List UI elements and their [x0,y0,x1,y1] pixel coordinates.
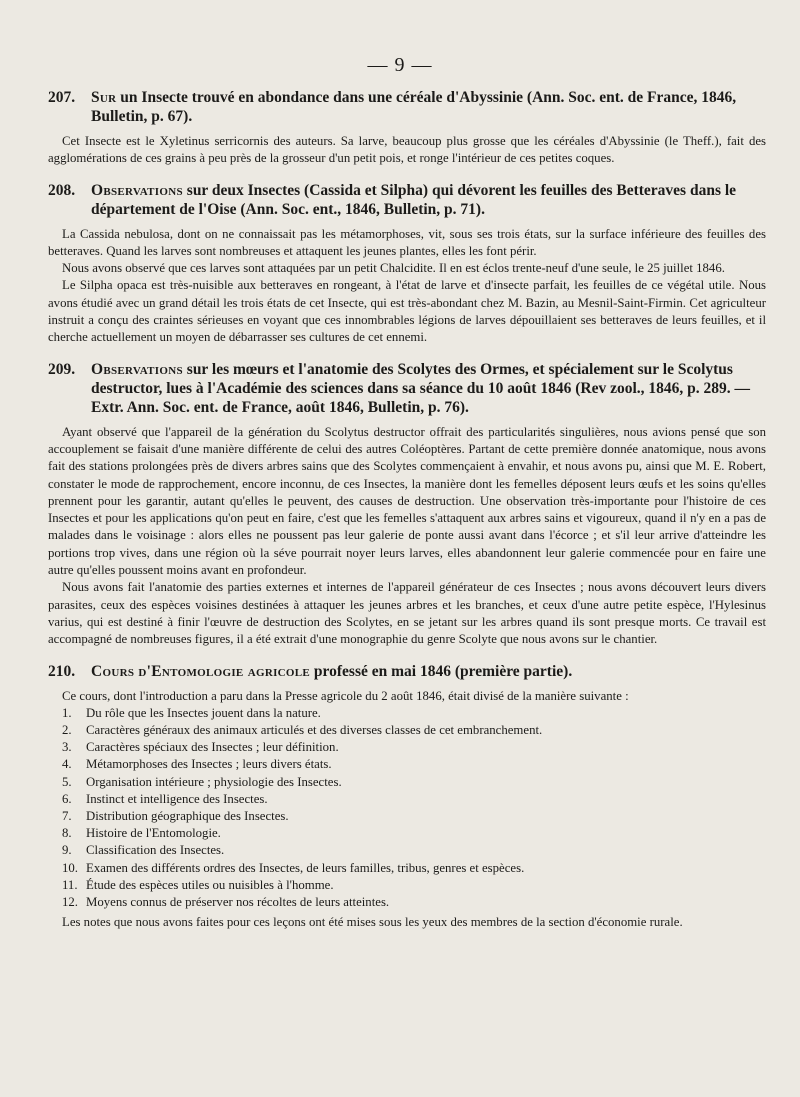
list-item-number: 8. [62,826,72,841]
list-item-text: Moyens connus de préserver nos récoltes de leurs atteintes. [86,895,390,910]
list-item [48,894,766,911]
entry-paragraph: Le Silpha opaca est très-nuisible aux betteraves en rongeant, à l'état de larve et d'insecte parfait, les feuilles de ce végétal utile. Nous avons étudié avec un grand détail les trois états de cet Insecte, qui est très-abondant chez M. Bazin, au Mesnil-Saint-Firmin. Cet agriculteur instruit a conçu des craintes sérieuses en voyant que ces innombrables légions de larves dépouillaient ses betteraves de leurs feuilles, et il cherche actuellement un moyen de débarrasser ses cultures de cet ennemi. [48,278,766,345]
entry-paragraph: Nous avons fait l'anatomie des parties externes et internes de l'appareil générateur de ces Insectes ; nous avons découvert leurs divers parasites, ceux des espèces voisines destinées à attaquer les jeunes arbres et les branches, et ceux d'une autre petite espèce, l'Hylesinus varius, qui est destiné à finir l'œuvre de destruction des Scolytes, en se jetant sur les arbres quand ils sont presque morts. Ce travail est accompagné de nombreuses figures, il a été extrait d'une monographie du genre Scolyte que nous avons sur le chantier. [48,580,766,647]
entry-title-text: professé en mai 1846 (première partie). [310,662,573,680]
entry-title [48,662,766,681]
list-item-number: 11. [62,877,78,892]
list-item-number: 5. [62,774,72,789]
list-item-text: Examen des différents ordres des Insectes, de leurs familles, tribus, genres et espèces. [86,860,525,875]
list-item-text: Classification des Insectes. [86,843,225,858]
list-item-number: 2. [62,723,72,738]
list-item [48,825,766,842]
list-item [48,705,766,722]
list-item-text: Histoire de l'Entomologie. [86,826,221,841]
entry-title-text: sur les mœurs et l'anatomie des Scolytes des Ormes, et spécialement sur le Scolytus destructor, lues à l'Académie des sciences dans sa séance du 10 août 1846 (Rev zool., 1846, p. 289. — Extr. Ann. Soc. ent. de France, août 1846, Bulletin, p. 76). [91,360,751,416]
list-item [48,722,766,739]
course-list [48,705,766,911]
entry-number: 209. [48,360,76,378]
entry-number: 210. [48,662,76,680]
list-item [48,860,766,877]
list-item-text: Organisation intérieure ; physiologie des Insectes. [86,774,342,789]
entry-209 [48,360,766,649]
list-item-number: 10. [62,860,78,875]
entry-paragraph: Ayant observé que l'appareil de la génération du Scolytus destructor offrait des particularités singulières, nous avions pensé que son accouplement se faisait d'une manière différente de celui des autres Coléoptères. Partant de cette première donnée anatomique, nous avons fait des stations prolongées près de divers arbres sains que des Scolytes commençaient à envahir, et nous avons pu, ainsi que M. E. Robert, constater le mode de rapprochement, encore inconnu, de ces Insectes, la manière dont les femelles déposent leurs œufs et les soins qu'elles prennent pour les garantir, autant qu'elles le peuvent, des causes de destruction. Une observation très-importante pour l'histoire de ces Insectes et pour les applications qu'on peut en faire, c'est que les femelles s'attaquent aux arbres sains et vigoureux, quand il n'y en a pas de malades dans le voisinage : alors elles ne poussent pas leur galerie de ponte aussi avant dans l'écorce ; et s'il leur arrive d'atteindre les portions trop vives, dans une région où la séve pourrait noyer leurs larves, elles abandonnent leur galerie commencée pour en faire une autre qu'elles poussent moins avant en profondeur. [48,424,766,578]
list-item [48,842,766,859]
list-item-number: 3. [62,740,72,755]
list-item-text: Distribution géographique des Insectes. [86,809,289,824]
entry-paragraph: Cet Insecte est le Xyletinus serricornis des auteurs. Sa larve, beaucoup plus grosse que les céréales d'Abyssinie (le Theff.), fait des agglomérations de ces grains à peu près de la grosseur d'un petit pois, et ronge l'intérieur de ces petites coques. [48,134,766,166]
course-intro: Ce cours, dont l'introduction a paru dans la Presse agricole du 2 août 1846, était divisé de la manière suivante : [62,688,629,703]
entry-title-text: un Insecte trouvé en abondance dans une céréale d'Abyssinie (Ann. Soc. ent. de France, 1846, Bulletin, p. 67). [91,89,737,125]
list-item-number: 12. [62,895,78,910]
page-content [48,88,766,945]
entry-title [48,181,766,219]
list-item-number: 7. [62,809,72,824]
entry-paragraph: La Cassida nebulosa, dont on ne connaissait pas les métamorphoses, vit, sous ses trois états, sur la surface inférieure des feuilles des betteraves. Quand les larves sont nombreuses et attaquent les jeunes plantes, elles les font périr. [48,226,766,258]
list-item-text: Caractères généraux des animaux articulés et des diverses classes de cet embranchement. [86,723,543,738]
entry-208 [48,181,766,347]
entry-number: 208. [48,181,76,199]
page-number: — 9 — [367,54,433,76]
entry-title [48,360,766,417]
list-item-text: Caractères spéciaux des Insectes ; leur définition. [86,740,339,755]
entry-title-lead: Observations [91,181,183,199]
entry-title-lead: Observations [91,360,183,378]
list-item-number: 6. [62,791,72,806]
list-item-text: Instinct et intelligence des Insectes. [86,791,268,806]
list-item [48,808,766,825]
list-item [48,774,766,791]
list-item [48,739,766,756]
list-item [48,756,766,773]
list-item-number: 4. [62,757,72,772]
entry-title-text: sur deux Insectes (Cassida et Silpha) qui dévorent les feuilles des Betteraves dans le département de l'Oise (Ann. Soc. ent., 1846, Bulletin, p. 71). [91,181,737,218]
entry-paragraph: Nous avons observé que ces larves sont attaquées par un petit Chalcidite. Il en est éclos trente-neuf d'une seule, le 25 juillet 1846. [62,261,725,276]
entry-title-lead: Cours d'Entomologie agricole [91,662,311,680]
list-item-text: Métamorphoses des Insectes ; leurs divers états. [86,757,332,772]
list-item-number: 1. [62,705,72,720]
list-item-number: 9. [62,843,72,858]
list-item [48,877,766,894]
entry-number: 207. [48,89,76,106]
entry-title [48,88,766,126]
entry-210 [48,662,766,932]
list-item [48,791,766,808]
list-item-text: Étude des espèces utiles ou nuisibles à l'homme. [86,877,334,892]
entry-207 [48,88,766,168]
course-closing: Les notes que nous avons faites pour ces leçons ont été mises sous les yeux des membres de la section d'économie rurale. [62,915,683,930]
entry-title-lead: Sur [91,89,117,106]
list-item-text: Du rôle que les Insectes jouent dans la nature. [86,705,321,720]
